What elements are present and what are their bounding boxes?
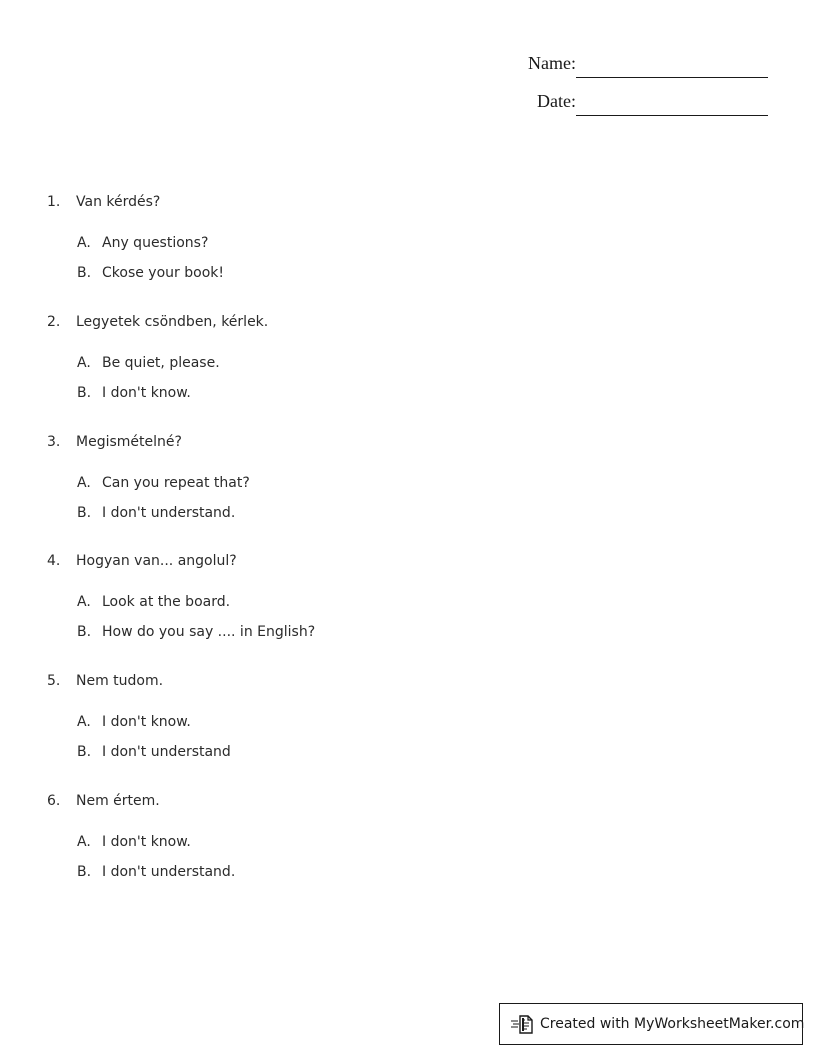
credit-text: Created with MyWorksheetMaker.com: [540, 1016, 805, 1032]
option-text: I don't know.: [102, 834, 191, 850]
question-text: Nem tudom.: [76, 673, 164, 689]
option-a: [0, 833, 816, 851]
date-field: [480, 91, 576, 115]
option-text: I don't know.: [102, 385, 191, 401]
option-text: Any questions?: [102, 235, 209, 251]
option-a: [0, 593, 816, 611]
option-text: I don't understand.: [102, 864, 236, 880]
question-text: Legyetek csöndben, kérlek.: [76, 314, 269, 330]
option-letter: A.: [77, 594, 91, 610]
option-letter: A.: [77, 475, 91, 491]
option-letter: B.: [77, 624, 92, 640]
option-letter: A.: [77, 235, 91, 251]
question-number: 3.: [47, 434, 61, 450]
option-a: [0, 713, 816, 731]
option-text: I don't understand.: [102, 505, 236, 521]
date-label: Date:: [537, 91, 576, 111]
question-text: Nem értem.: [76, 793, 160, 809]
date-blank-line: [576, 115, 768, 116]
name-field: [480, 53, 576, 77]
option-b: [0, 623, 816, 641]
option-text: Ckose your book!: [102, 265, 224, 281]
option-letter: B.: [77, 265, 92, 281]
option-text: I don't know.: [102, 714, 191, 730]
option-b: [0, 384, 816, 402]
option-letter: A.: [77, 834, 91, 850]
option-text: How do you say .... in English?: [102, 624, 316, 640]
option-a: [0, 354, 816, 372]
option-letter: A.: [77, 355, 91, 371]
question-number: 5.: [47, 673, 61, 689]
option-letter: B.: [77, 864, 92, 880]
option-letter: B.: [77, 744, 92, 760]
question-number: 4.: [47, 553, 61, 569]
option-a: [0, 474, 816, 492]
name-blank-line: [576, 77, 768, 78]
question-text: Van kérdés?: [76, 194, 161, 210]
worksheet-logo-icon: [510, 1013, 536, 1035]
question-number: 2.: [47, 314, 61, 330]
option-letter: B.: [77, 505, 92, 521]
question-number: 6.: [47, 793, 61, 809]
option-b: [0, 863, 816, 881]
option-letter: B.: [77, 385, 92, 401]
option-b: [0, 264, 816, 282]
question-text: Megismételné?: [76, 434, 182, 450]
option-text: Look at the board.: [102, 594, 231, 610]
option-text: I don't understand: [102, 744, 231, 760]
option-a: [0, 234, 816, 252]
created-with-badge: [499, 1003, 803, 1045]
option-b: [0, 743, 816, 761]
option-b: [0, 504, 816, 522]
question-number: 1.: [47, 194, 61, 210]
question-text: Hogyan van... angolul?: [76, 553, 237, 569]
option-letter: A.: [77, 714, 91, 730]
name-label: Name:: [528, 53, 576, 73]
option-text: Can you repeat that?: [102, 475, 250, 491]
option-text: Be quiet, please.: [102, 355, 220, 371]
